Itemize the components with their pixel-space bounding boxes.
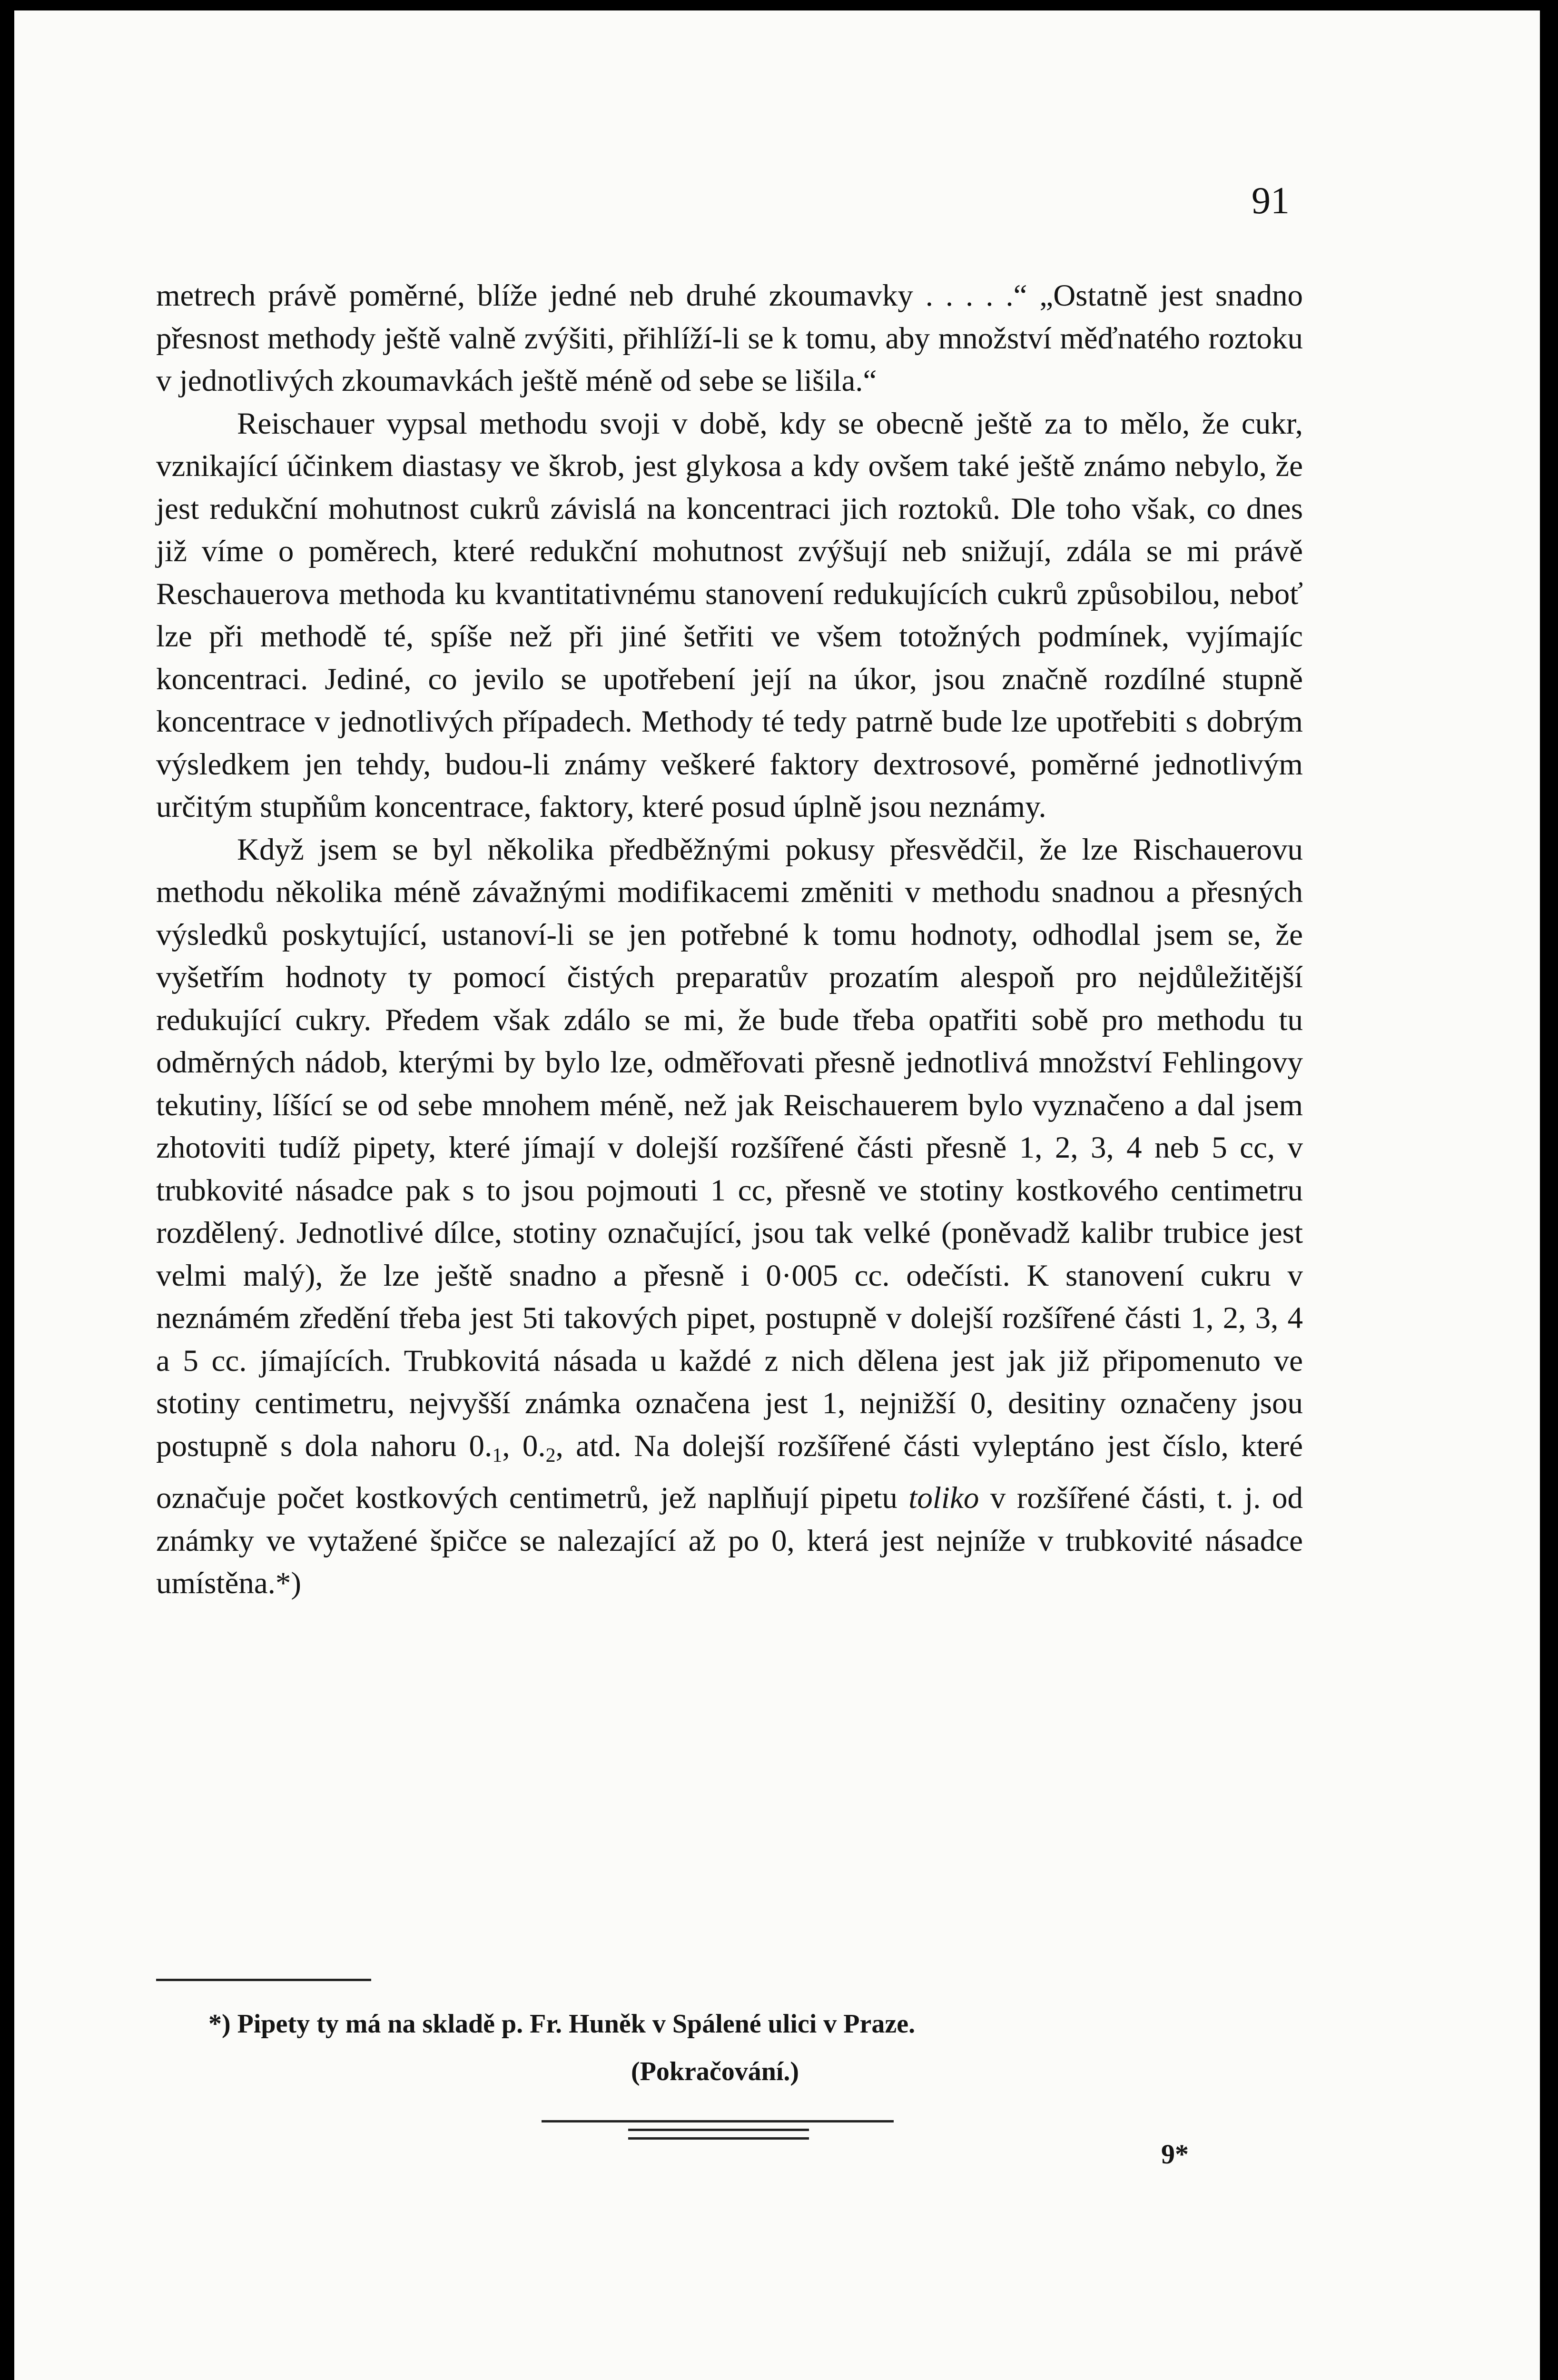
paragraph-3-part-a: Když jsem se byl několika předběžnými pokusy přesvědčil, že lze Rischauerovu methodu několika méně závažnými modifikacemi změniti v methodu snadnou a přesných výsledků poskytující, ustanoví-li se jen potřebné k tomu hodnoty, odhodlal jsem se, že vyšetřím hodnoty ty pomocí čistých preparatův prozatím alespoň pro nejdůležitější redukující cukry. Předem však zdálo se mi, že bude třeba opatřiti sobě pro methodu tu odměrných nádob, kterými by bylo lze, odměřovati přesně jednotlivá množství Fehlingovy tekutiny, líšící se od sebe mnohem méně, než jak Reischauerem bylo vyznačeno a dal jsem zhotoviti tudíž pipety, které jímají v dolejší rozšířené části přesně 1, 2, 3, 4 neb 5 cc, v trubkovité násadce pak s to jsou pojmouti 1 cc, přesně ve stotiny kostkového centimetru rozdělený. Jednotlivé dílce, stotiny označující, jsou tak velké (poněvadž kalibr trubice jest velmi malý), že lze ještě snadno a přesně i 0·005 cc. odečísti. K stanovení cukru v neznámém zředění třeba jest 5ti takových pipet, postupně v dolejší rozšířené části 1, 2, 3, 4 a 5 cc. jímajících. Trubkovitá násada u každé z nich dělena jest jak již připomenuto ve stotiny centimetru, nejvyšší známka označena jest 1, nejnižší 0, desitiny označeny jsou postupně s dola nahoru 0. (156, 832, 1303, 1463)
end-rule-middle (628, 2129, 809, 2131)
paragraph-3 (156, 829, 1303, 1605)
signature-mark: 9* (1161, 2139, 1189, 2170)
footnote-rule (156, 1979, 371, 1981)
page-number: 91 (1252, 180, 1290, 222)
paragraph-3-part-b: , 0. (502, 1428, 546, 1463)
tenths-subscript-2: 2 (545, 1444, 556, 1467)
body-text (156, 275, 1303, 1605)
end-rule-top (542, 2120, 894, 2122)
paragraph-3-part-c: , atd. Na dolejší rozšířené části vyleptáno jest číslo, které označuje počet kostkových centimetrů, jež naplňují pipetu (156, 1428, 1303, 1515)
emphasis-toliko: toliko (908, 1481, 979, 1515)
document-page (14, 10, 1540, 2380)
paragraph-2: Reischauer vypsal methodu svoji v době, kdy se obecně ještě za to mělo, že cukr, vznikající účinkem diastasy ve škrob, jest glykosa a kdy ovšem také ještě známo nebylo, že jest redukční mohutnost cukrů závislá na koncentraci jich roztoků. Dle toho však, co dnes již víme o poměrech, které redukční mohutnost zvýšují neb snižují, zdála se mi právě Reschauerova methoda ku kvantitativnému stanovení redukujících cukrů způsobilou, neboť lze při methodě té, spíše než při jiné šetřiti ve všem totožných podmínek, vyjímajíc koncentraci. Jediné, co jevilo se upotřebení její na úkor, jsou značně rozdílné stupně koncentrace v jednotlivých případech. Methody té tedy patrně bude lze upotřebiti s dobrým výsledkem jen tehdy, budou-li známy veškeré faktory dextrosové, poměrné jednotlivým určitým stupňům koncentrace, faktory, které posud úplně jsou neznámy. (156, 406, 1303, 824)
tenths-subscript-1: 1 (492, 1444, 503, 1467)
footnote: *) Pipety ty má na skladě p. Fr. Huněk v Spálené ulici v Praze. (208, 2009, 916, 2039)
end-rule-bottom (628, 2137, 809, 2140)
paragraph-3-part-d: v rozšířené části, t. j. od známky ve vytažené špičce se nalezající až po 0, která jest nejníže v trubkovité násadce umístěna.*) (156, 1481, 1303, 1600)
paragraph-1: metrech právě poměrné, blíže jedné neb druhé zkoumavky . . . . .“ „Ostatně jest snadno přesnost methody ještě valně zvýšiti, přihlíží-li se k tomu, aby množství měďnatého roztoku v jednotlivých zkoumavkách ještě méně od sebe se lišila.“ (156, 278, 1303, 398)
continued-note: (Pokračování.) (631, 2057, 799, 2086)
